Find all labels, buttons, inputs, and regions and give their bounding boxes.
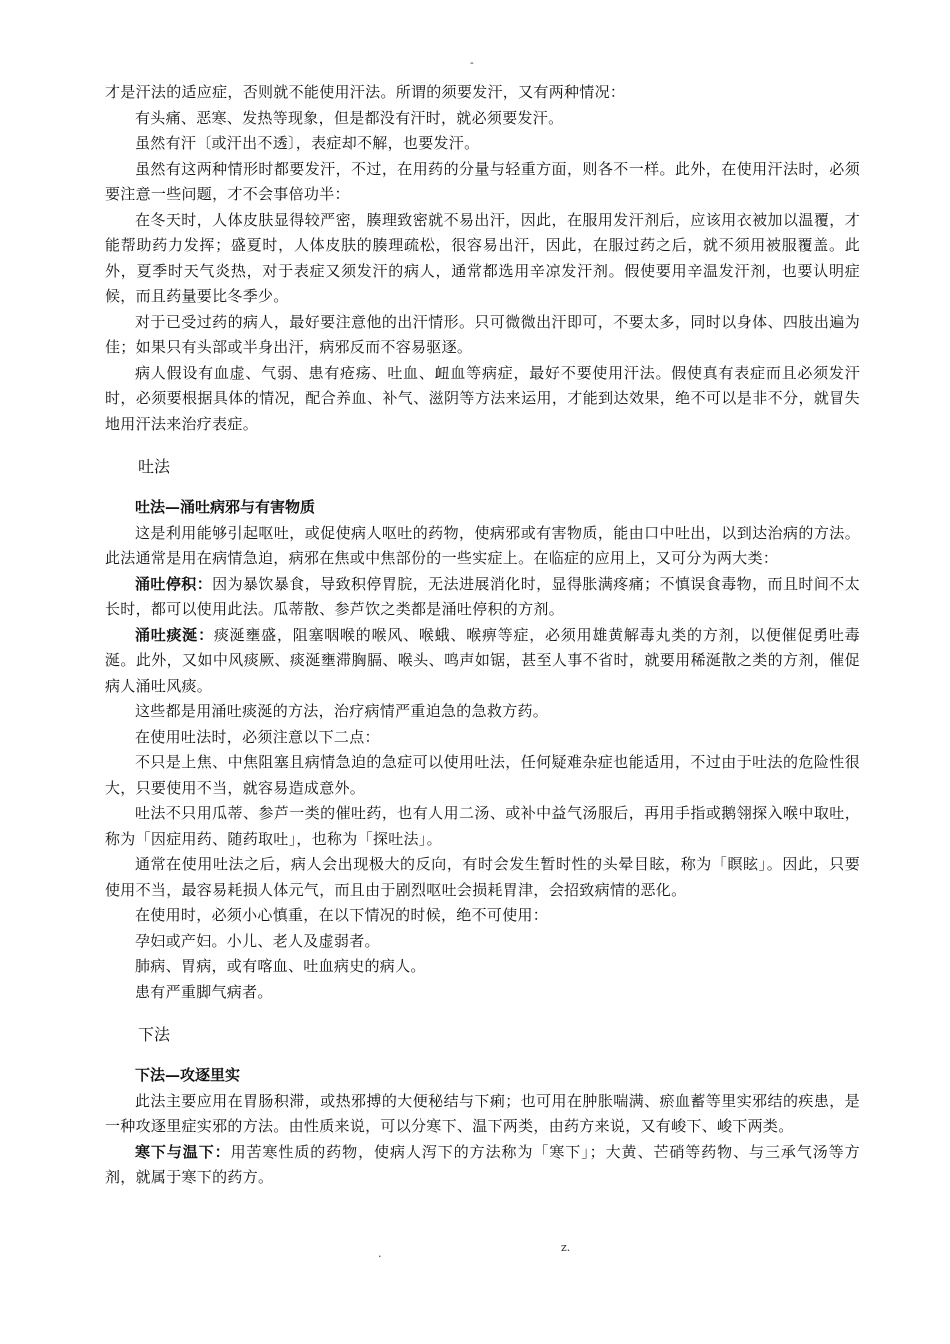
paragraph: 在使用吐法时，必须注意以下二点：: [135, 727, 380, 746]
paragraph: 在冬天时，人体皮肤显得较严密，腠理致密就不易出汗，因此，在服用发汗剂后，应该用衣被加以温覆，才能帮助药力发挥；盛夏时，人体皮肤的腠理疏松，很容易出汗，因此，在服过药之后，就不须用被服覆盖。此外，夏季时天气炎热，对于表症又须发汗的病人，通常都选用辛凉发汗剂。假使要用辛温发汗剂，也要认明症候，而且药量要比冬季少。: [105, 210, 860, 305]
paragraph: 这是利用能够引起呕吐，或促使病人呕吐的药物，使病邪或有害物质，能由口中吐出，以到达治病的方法。此法通常是用在病情急迫，病邪在焦或中焦部份的一些实症上。在临症的应用上，又可分为两大类：: [105, 523, 860, 567]
footer-mark-left: .: [378, 1247, 382, 1260]
paragraph: 对于已受过药的病人，最好要注意他的出汗情形。只可微微出汗即可，不要太多，同时以身体、四肢出遍为佳；如果只有头部或半身出汗，病邪反而不容易驱逐。: [105, 312, 860, 356]
header-mark: -: [470, 56, 474, 69]
paragraph: 通常在使用吐法之后，病人会出现极大的反向，有时会发生暂时性的头晕目眩，称为「瞑眩」。因此，只要使用不当，最容易耗损人体元气，而且由于剧烈呕吐会损耗胃津，会招致病情的恶化。: [105, 855, 860, 899]
section-subtitle-xia: 下法—攻逐里实: [135, 1066, 241, 1084]
section-title-tu: 吐法: [138, 457, 171, 476]
section-subtitle-tu: 吐法—涌吐病邪与有害物质: [135, 498, 316, 516]
paragraph: 才是汗法的适应症，否则就不能使用汗法。所谓的须要发汗，又有两种情况：: [105, 83, 626, 101]
paragraph: 在使用时，必须小心慎重，在以下情况的时候，绝不可使用：: [135, 906, 549, 924]
paragraph: 虽然有汗〔或汗出不透〕，表症却不解，也要发汗。: [135, 134, 480, 152]
paragraph: 患有严重脚气病者。: [135, 982, 273, 1001]
paragraph: 不只是上焦、中焦阻塞且病情急迫的急症可以使用吐法，任何疑难杂症也能适用，不过由于吐法的危险性很大，只要使用不当，就容易造成意外。: [105, 753, 860, 797]
footer-mark-right: z.: [561, 1241, 571, 1254]
item-text: 因为暴饮暴食，导致积停胃脘，无法进展消化时，显得胀满疼痛；不慎误食毒物，而且时间不太长时，都可以使用此法。瓜蒂散、参芦饮之类都是涌吐停积的方剂。: [105, 574, 860, 618]
item-lead: 涌吐痰涎：: [135, 625, 214, 644]
paragraph: 病人假设有血虚、气弱、患有疮疡、吐血、衄血等病症，最好不要使用汗法。假使真有表症而且必须发汗时，必须要根据具体的情况，配合养血、补气、滋阴等方法来运用，才能到达效果，绝不可以是非不分，就冒失地用汗法来治疗表症。: [105, 363, 860, 433]
paragraph: [105, 623, 860, 700]
section-title-xia: 下法: [138, 1025, 171, 1044]
paragraph: 此法主要应用在胃肠积滞，或热邪搏的大便秘结与下痢；也可用在肿胀喘满、瘀血蓄等里实邪结的疾患，是一种攻逐里症实邪的方法。由性质来说，可以分寒下、温下两类，由药方来说，又有峻下、峻下两类。: [105, 1091, 860, 1135]
item-lead: 寒下与温下：: [135, 1142, 231, 1161]
document-body: [105, 80, 860, 1191]
paragraph: [105, 572, 860, 623]
paragraph: 虽然有这两种情形时都要发汗，不过，在用药的分量与轻重方面，则各不一样。此外，在使用汗法时，必须要注意一些问题，才不会事倍功半：: [105, 159, 860, 203]
paragraph: 吐法不只用瓜蒂、参芦一类的催吐药，也有人用二汤、或补中益气汤服后，再用手指或鹅翎探入喉中取吐，称为「因症用药、随药取吐」，也称为「探吐法」。: [105, 804, 860, 848]
item-lead: 涌吐停积：: [135, 574, 213, 593]
paragraph: 有头痛、恶寒、发热等现象，但是都没有汗时，就必须要发汗。: [135, 108, 564, 127]
paragraph: [105, 1140, 860, 1191]
item-text: 用苦寒性质的药物，使病人泻下的方法称为「寒下」；大黄、芒硝等药物、与三承气汤等方剂，就属于寒下的药方。: [105, 1142, 860, 1186]
paragraph: 孕妇或产妇。小儿、老人及虚弱者。: [135, 931, 380, 950]
item-text: 痰涎壅盛，阻塞咽喉的喉风、喉蛾、喉痹等症，必须用雄黄解毒丸类的方剂，以便催促勇吐毒涎。此外，又如中风痰厥、痰涎壅滞胸膈、喉头、鸣声如锯，甚至人事不省时，就要用稀涎散之类的方剂，催促病人涌吐风痰。: [105, 625, 860, 695]
paragraph: 肺病、胃病，或有喀血、吐血病史的病人。: [135, 957, 426, 975]
paragraph: 这些都是用涌吐痰涎的方法，治疗病情严重迫急的急救方药。: [135, 702, 549, 720]
